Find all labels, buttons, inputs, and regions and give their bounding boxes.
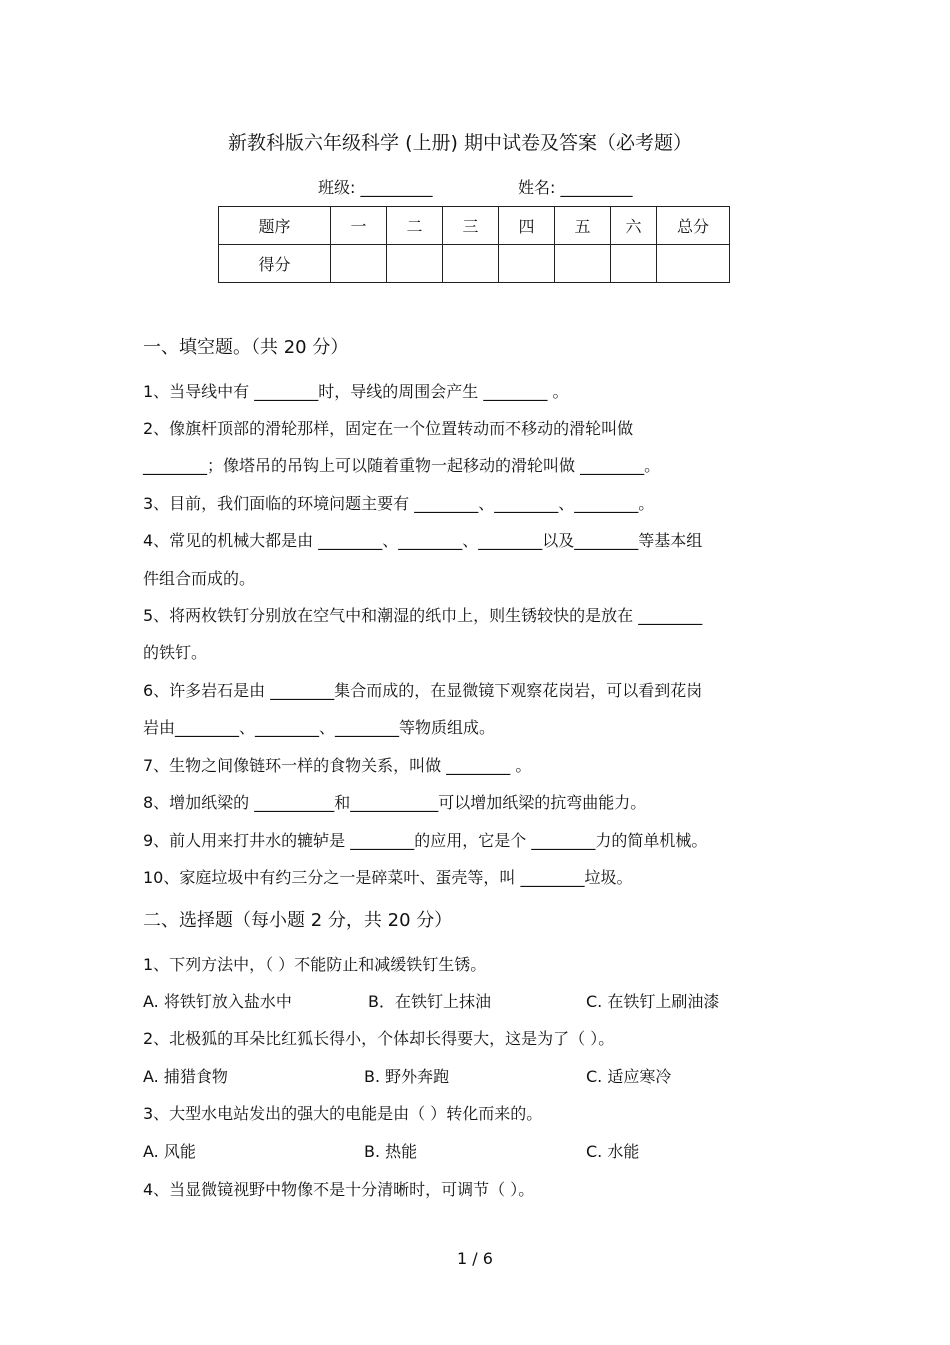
page-title: 新教科版六年级科学 (上册) 期中试卷及答案（必考题） <box>228 132 692 154</box>
option-a: A. 风能 <box>143 1142 196 1161</box>
score-cell[interactable] <box>499 245 555 283</box>
score-cell[interactable] <box>657 245 730 283</box>
table-header-cell: 总分 <box>657 207 730 245</box>
table-header-cell: 二 <box>387 207 443 245</box>
question-line: 6、许多岩石是由 ________集合而成的，在显微镜下观察花岗岩，可以看到花岗 <box>143 681 703 700</box>
table-row-label: 得分 <box>219 245 331 283</box>
question-line: 7、生物之间像链环一样的食物关系，叫做 ________ 。 <box>143 756 532 775</box>
question-line: 8、增加纸梁的 __________和___________可以增加纸梁的抗弯曲能力。 <box>143 793 647 812</box>
question-line: 的铁钉。 <box>143 643 208 662</box>
table-header-cell: 一 <box>331 207 387 245</box>
question-line: 10、家庭垃圾中有约三分之一是碎菜叶、蛋壳等，叫 ________垃圾。 <box>143 868 633 887</box>
table-header-cell: 四 <box>499 207 555 245</box>
page-number: 1 / 6 <box>457 1249 493 1268</box>
section-heading: 一、填空题。（共 20 分） <box>143 337 349 358</box>
option-c: C. 在铁钉上刷油漆 <box>586 992 720 1011</box>
question-line: 1、当导线中有 ________时，导线的周围会产生 ________ 。 <box>143 382 569 401</box>
table-header-cell: 五 <box>555 207 611 245</box>
question-line: 岩由________、________、________等物质组成。 <box>143 718 496 737</box>
option-c: C. 适应寒冷 <box>586 1067 672 1086</box>
question-line: 件组合而成的。 <box>143 569 256 588</box>
class-field-label: 班级: _________ <box>318 178 433 197</box>
name-field-label: 姓名: _________ <box>518 178 633 197</box>
option-b: B. 野外奔跑 <box>364 1067 450 1086</box>
question-line: 2、像旗杆顶部的滑轮那样，固定在一个位置转动而不移动的滑轮叫做 <box>143 419 634 438</box>
score-cell[interactable] <box>443 245 499 283</box>
score-table <box>218 206 730 283</box>
table-header-cell: 题序 <box>219 207 331 245</box>
table-header-cell: 三 <box>443 207 499 245</box>
score-cell[interactable] <box>611 245 657 283</box>
question-line: ________；像塔吊的吊钩上可以随着重物一起移动的滑轮叫做 ________。 <box>143 456 661 475</box>
question-line: 2、北极狐的耳朵比红狐长得小，个体却长得要大，这是为了（ ）。 <box>143 1029 615 1048</box>
question-line: 9、前人用来打井水的辘轳是 ________的应用，它是个 ________力的简单机械。 <box>143 831 708 850</box>
score-table-score-row <box>219 245 730 283</box>
option-a: A. 捕猎食物 <box>143 1067 228 1086</box>
score-cell[interactable] <box>387 245 443 283</box>
question-line: 4、当显微镜视野中物像不是十分清晰时，可调节（ ）。 <box>143 1180 535 1199</box>
score-table-header-row <box>219 207 730 245</box>
option-a: A. 将铁钉放入盐水中 <box>143 992 292 1011</box>
question-line: 1、下列方法中，（ ）不能防止和减缓铁钉生锈。 <box>143 955 487 974</box>
option-b: B. 热能 <box>364 1142 418 1161</box>
question-line: 3、大型水电站发出的强大的电能是由（ ）转化而来的。 <box>143 1104 543 1123</box>
option-c: C. 水能 <box>586 1142 640 1161</box>
score-cell[interactable] <box>331 245 387 283</box>
table-header-cell: 六 <box>611 207 657 245</box>
section-heading: 二、选择题（每小题 2 分，共 20 分） <box>143 910 453 931</box>
option-b: B．在铁钉上抹油 <box>368 992 491 1011</box>
question-line: 3、目前，我们面临的环境问题主要有 ________、________、________。 <box>143 494 655 513</box>
question-line: 4、常见的机械大都是由 ________、________、________以及________等基本组 <box>143 531 703 550</box>
score-cell[interactable] <box>555 245 611 283</box>
question-line: 5、将两枚铁钉分别放在空气中和潮湿的纸巾上，则生锈较快的是放在 ________ <box>143 606 703 625</box>
